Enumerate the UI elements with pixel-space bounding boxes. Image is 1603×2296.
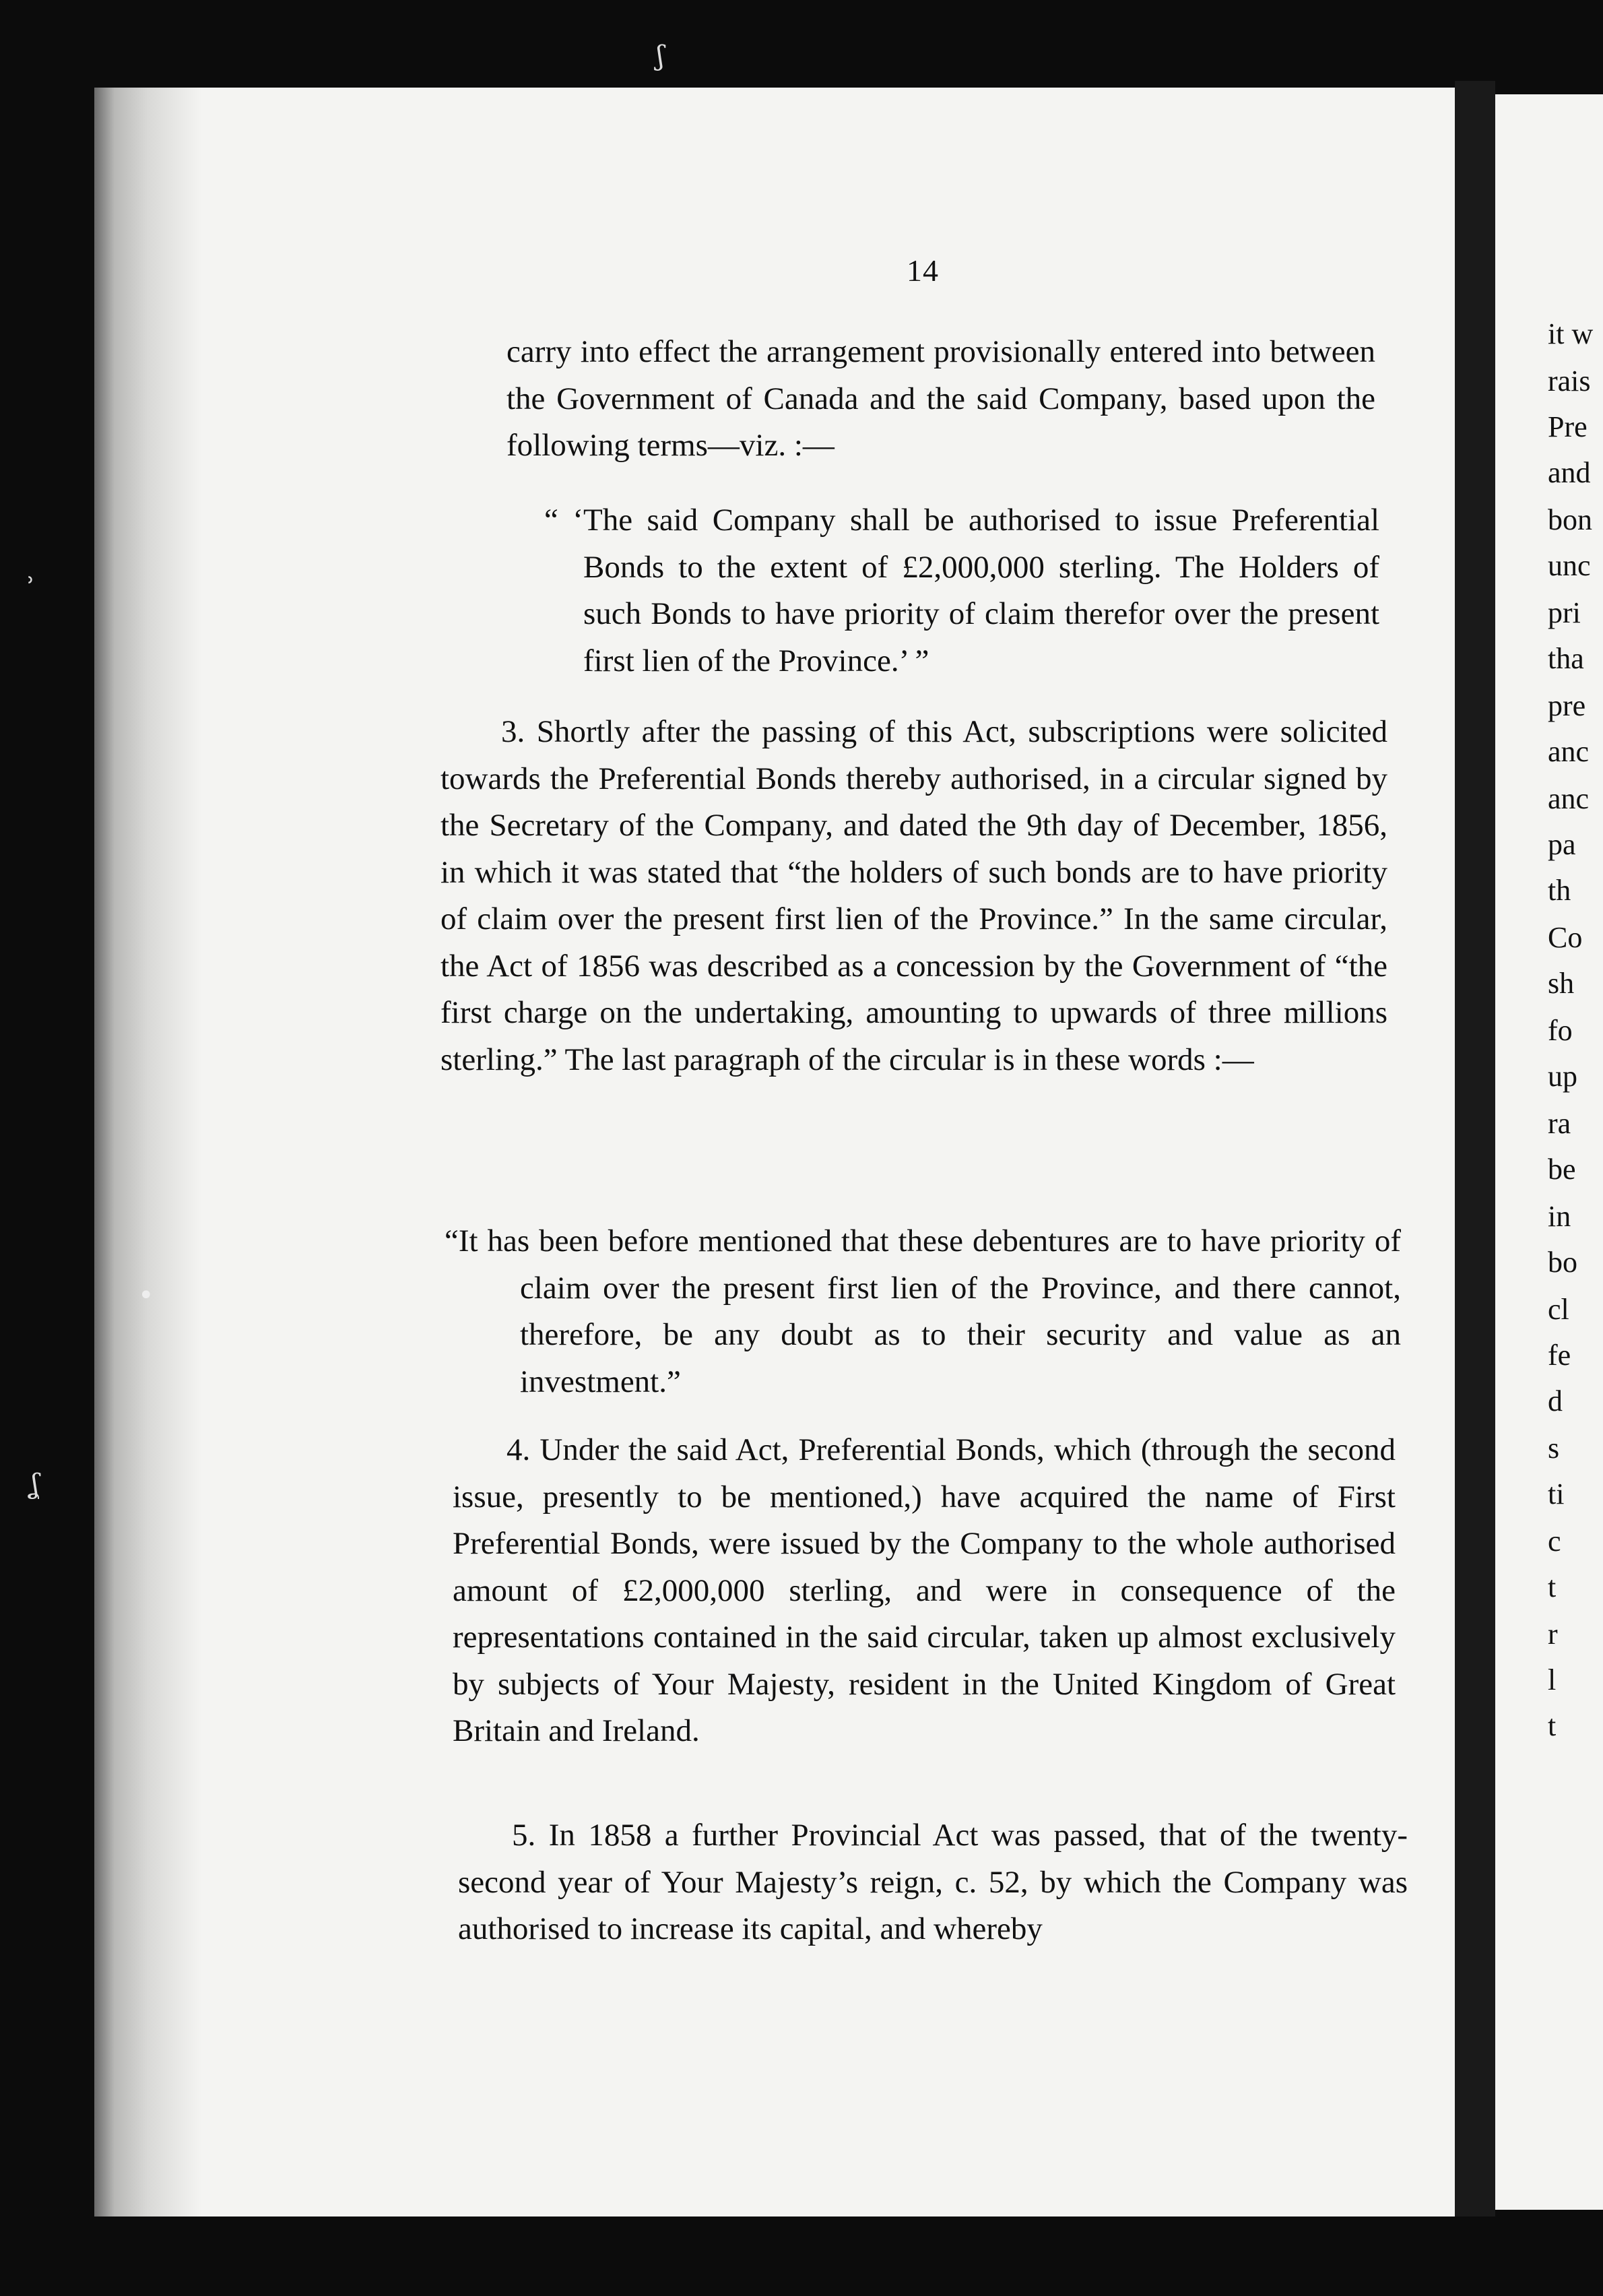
block-quote-act-terms xyxy=(544,497,1379,684)
facing-page-fragment: pa xyxy=(1548,828,1576,861)
facing-page-fragment: pri xyxy=(1548,596,1581,629)
scan-speck: ʾ xyxy=(27,573,36,604)
facing-page-fragment: sh xyxy=(1548,967,1575,1000)
facing-page-fragment: th xyxy=(1548,874,1571,907)
facing-page-fragment: and xyxy=(1548,456,1591,489)
paragraph-4: 4. Under the said Act, Preferential Bonds, which (through the second issue, presently to be mentioned,) have acquired the name of First Preferential Bonds, were issued by the Company to the whole authorised amount of £2,000,000 sterling, and were in consequence of the representations contained in the said circular, taken up almost exclusively by subjects of Your Majesty, resident in the United Kingdom of Great Britain and Ireland. xyxy=(453,1432,1396,1748)
facing-page-fragment: r xyxy=(1548,1618,1558,1651)
scan-speck: ʃ xyxy=(657,40,664,71)
facing-page-fragment: pre xyxy=(1548,689,1586,722)
facing-page-fragment: cl xyxy=(1548,1293,1569,1326)
facing-page-fragment: ra xyxy=(1548,1107,1571,1140)
scan-speck: • xyxy=(138,1280,154,1311)
facing-page-fragment: ti xyxy=(1548,1477,1565,1510)
facing-page-fragment: l xyxy=(1548,1663,1557,1696)
book-gutter xyxy=(1455,81,1495,2217)
page-number: 14 xyxy=(907,253,939,288)
facing-page-fragment: bon xyxy=(1548,503,1592,536)
facing-page-fragment: Pre xyxy=(1548,410,1588,443)
facing-page-fragment: s xyxy=(1548,1432,1560,1465)
paragraph-5: 5. In 1858 a further Provincial Act was passed, that of the twenty-second year of Your Majesty’s reign, c. 52, by which the Company was authorised to increase its capital, and whereby xyxy=(458,1818,1408,1946)
facing-page-fragment: d xyxy=(1548,1384,1563,1417)
facing-page-fragment: t xyxy=(1548,1709,1557,1742)
quote-text: It has been before mentioned that these debentures are to have priority of claim over the present first lien of the Province, and there cannot, therefore, be any doubt as to their security and value as an investment.” xyxy=(458,1223,1401,1399)
paragraph-3: 3. Shortly after the passing of this Act, subscriptions were solicited towards the Preferential Bonds thereby authorised, in a circular signed by the Secretary of the Company, and dated the 9th day of December, 1856, in which it was stated that “the holders of such bonds are to have priority of claim over the present first lien of the Province.” In the same circular, the Act of 1856 was described as a concession by the Government of “the first charge on the undertaking, amounting to upwards of three millions sterling.” The last paragraph of the circular is in these words :— xyxy=(440,714,1387,1077)
facing-page-fragment: anc xyxy=(1548,735,1590,768)
facing-page-fragment: up xyxy=(1548,1060,1577,1093)
facing-page-fragment: rais xyxy=(1548,364,1591,397)
facing-page-fragment: be xyxy=(1548,1153,1576,1186)
facing-page-fragment: it w xyxy=(1548,317,1594,350)
quote-text: The said Company shall be authorised to issue Preferential Bonds to the extent of £2,000,000 sterling. The Holders of such Bonds to have priority of claim therefor over the present first lien of the Province.’ ” xyxy=(583,503,1380,678)
scan-speck: ʆ xyxy=(30,1469,39,1500)
facing-page-fragment: unc xyxy=(1548,549,1591,582)
facing-page-fragment: tha xyxy=(1548,642,1584,675)
facing-page-fragment: in xyxy=(1548,1200,1571,1233)
page-edge-shadow xyxy=(94,88,202,2217)
facing-page-fragment: t xyxy=(1548,1570,1557,1603)
facing-page-fragment: anc xyxy=(1548,782,1590,815)
facing-page-fragment: bo xyxy=(1548,1246,1577,1279)
block-quote-circular xyxy=(445,1218,1401,1405)
quote-open-mark: “ ‘ xyxy=(544,503,583,538)
paragraph-continuation: carry into effect the arrangement provisionally entered into between the Government of Canada and the said Company, based upon the following terms—viz. :— xyxy=(506,334,1375,463)
facing-page-fragment: Co xyxy=(1548,921,1583,954)
facing-page-fragment: fe xyxy=(1548,1339,1571,1372)
facing-page xyxy=(1495,94,1603,2210)
facing-page-fragment: c xyxy=(1548,1525,1561,1558)
quote-open-mark: “ xyxy=(445,1223,459,1258)
facing-page-fragment: fo xyxy=(1548,1014,1573,1047)
